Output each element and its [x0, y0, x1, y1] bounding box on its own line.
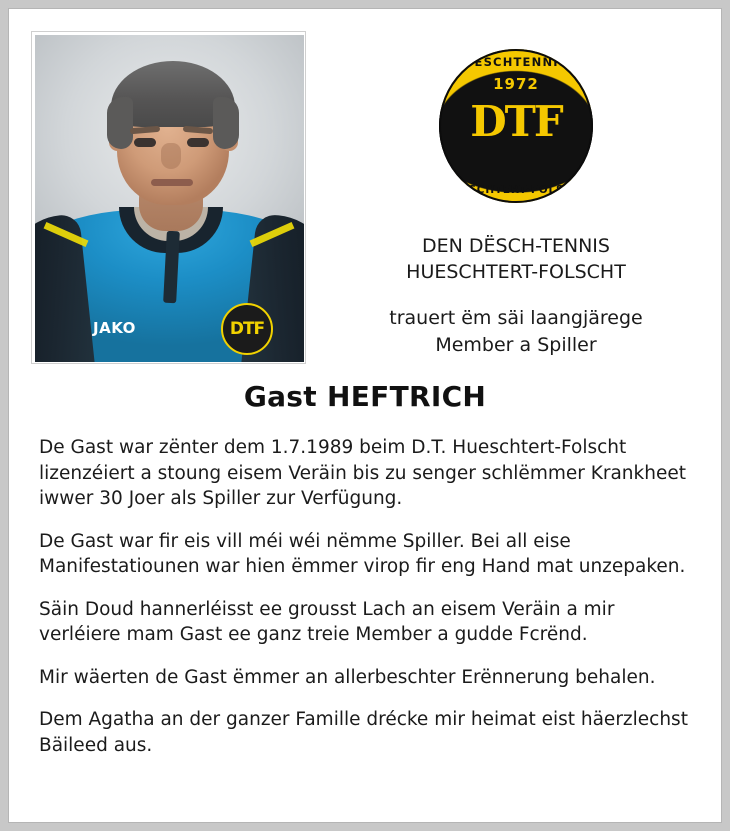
obituary-notice-card — [8, 8, 722, 823]
club-logo-ring — [439, 49, 593, 203]
hair-side-left — [107, 97, 133, 149]
deceased-name: Gast HEFTRICH — [243, 380, 487, 413]
obituary-paragraph: Dem Agatha an der ganzer Famille drécke mir heimat eist häerzlechst Bäileed aus. — [39, 709, 688, 756]
club-name-line-2: HUESCHTERT-FOLSCHT — [406, 261, 626, 283]
obituary-paragraph: De Gast war zënter dem 1.7.1989 beim D.T. Hueschtert-Folscht lizenzéiert a stoung eisem Veräin bis zu senger schlëmmer Krankheet iwwer 30 Joer als Spiller zur Verfügung. — [39, 437, 686, 509]
club-logo-top-text: DESCHTENNIS — [463, 55, 569, 69]
club-logo-bottom-text: HUESCHTERT-FOLSCHT — [441, 184, 591, 196]
jersey-brand-label: JAKO — [93, 319, 136, 337]
portrait-photo — [35, 35, 304, 362]
obituary-paragraph: Mir wäerten de Gast ëmmer an allerbeschter Erënnerung behalen. — [39, 666, 656, 688]
notice-header-area — [9, 9, 721, 364]
portrait-photo-frame — [31, 31, 306, 364]
obituary-body — [9, 413, 721, 758]
eye-right — [187, 138, 209, 147]
mourning-line-2: Member a Spiller — [435, 334, 597, 356]
mourning-statement-block — [329, 305, 703, 359]
nose — [161, 143, 181, 169]
hair-side-right — [213, 97, 239, 149]
mouth — [151, 179, 193, 186]
obituary-paragraph: Säin Doud hannerléisst ee grousst Lach an eisem Veräin a mir verléiere mam Gast ee ganz treie Member a gudde Fcrënd. — [39, 598, 615, 645]
eye-left — [134, 138, 156, 147]
club-name-line-1: DEN DËSCH-TENNIS — [422, 235, 610, 257]
jersey-club-crest-icon: DTF — [221, 303, 273, 355]
obituary-paragraph: De Gast war fir eis vill méi wéi nëmme Spiller. Bei all eise Manifestatiounen war hien ëmmer virop fir eng Hand mat unzepaken. — [39, 530, 686, 577]
club-name-block — [329, 233, 703, 285]
club-logo-founding-year: 1972 — [493, 75, 539, 93]
mourning-line-1: trauert ëm säi laangjärege — [389, 307, 643, 329]
club-logo-monogram: DTF — [470, 97, 562, 146]
club-logo — [439, 49, 593, 203]
